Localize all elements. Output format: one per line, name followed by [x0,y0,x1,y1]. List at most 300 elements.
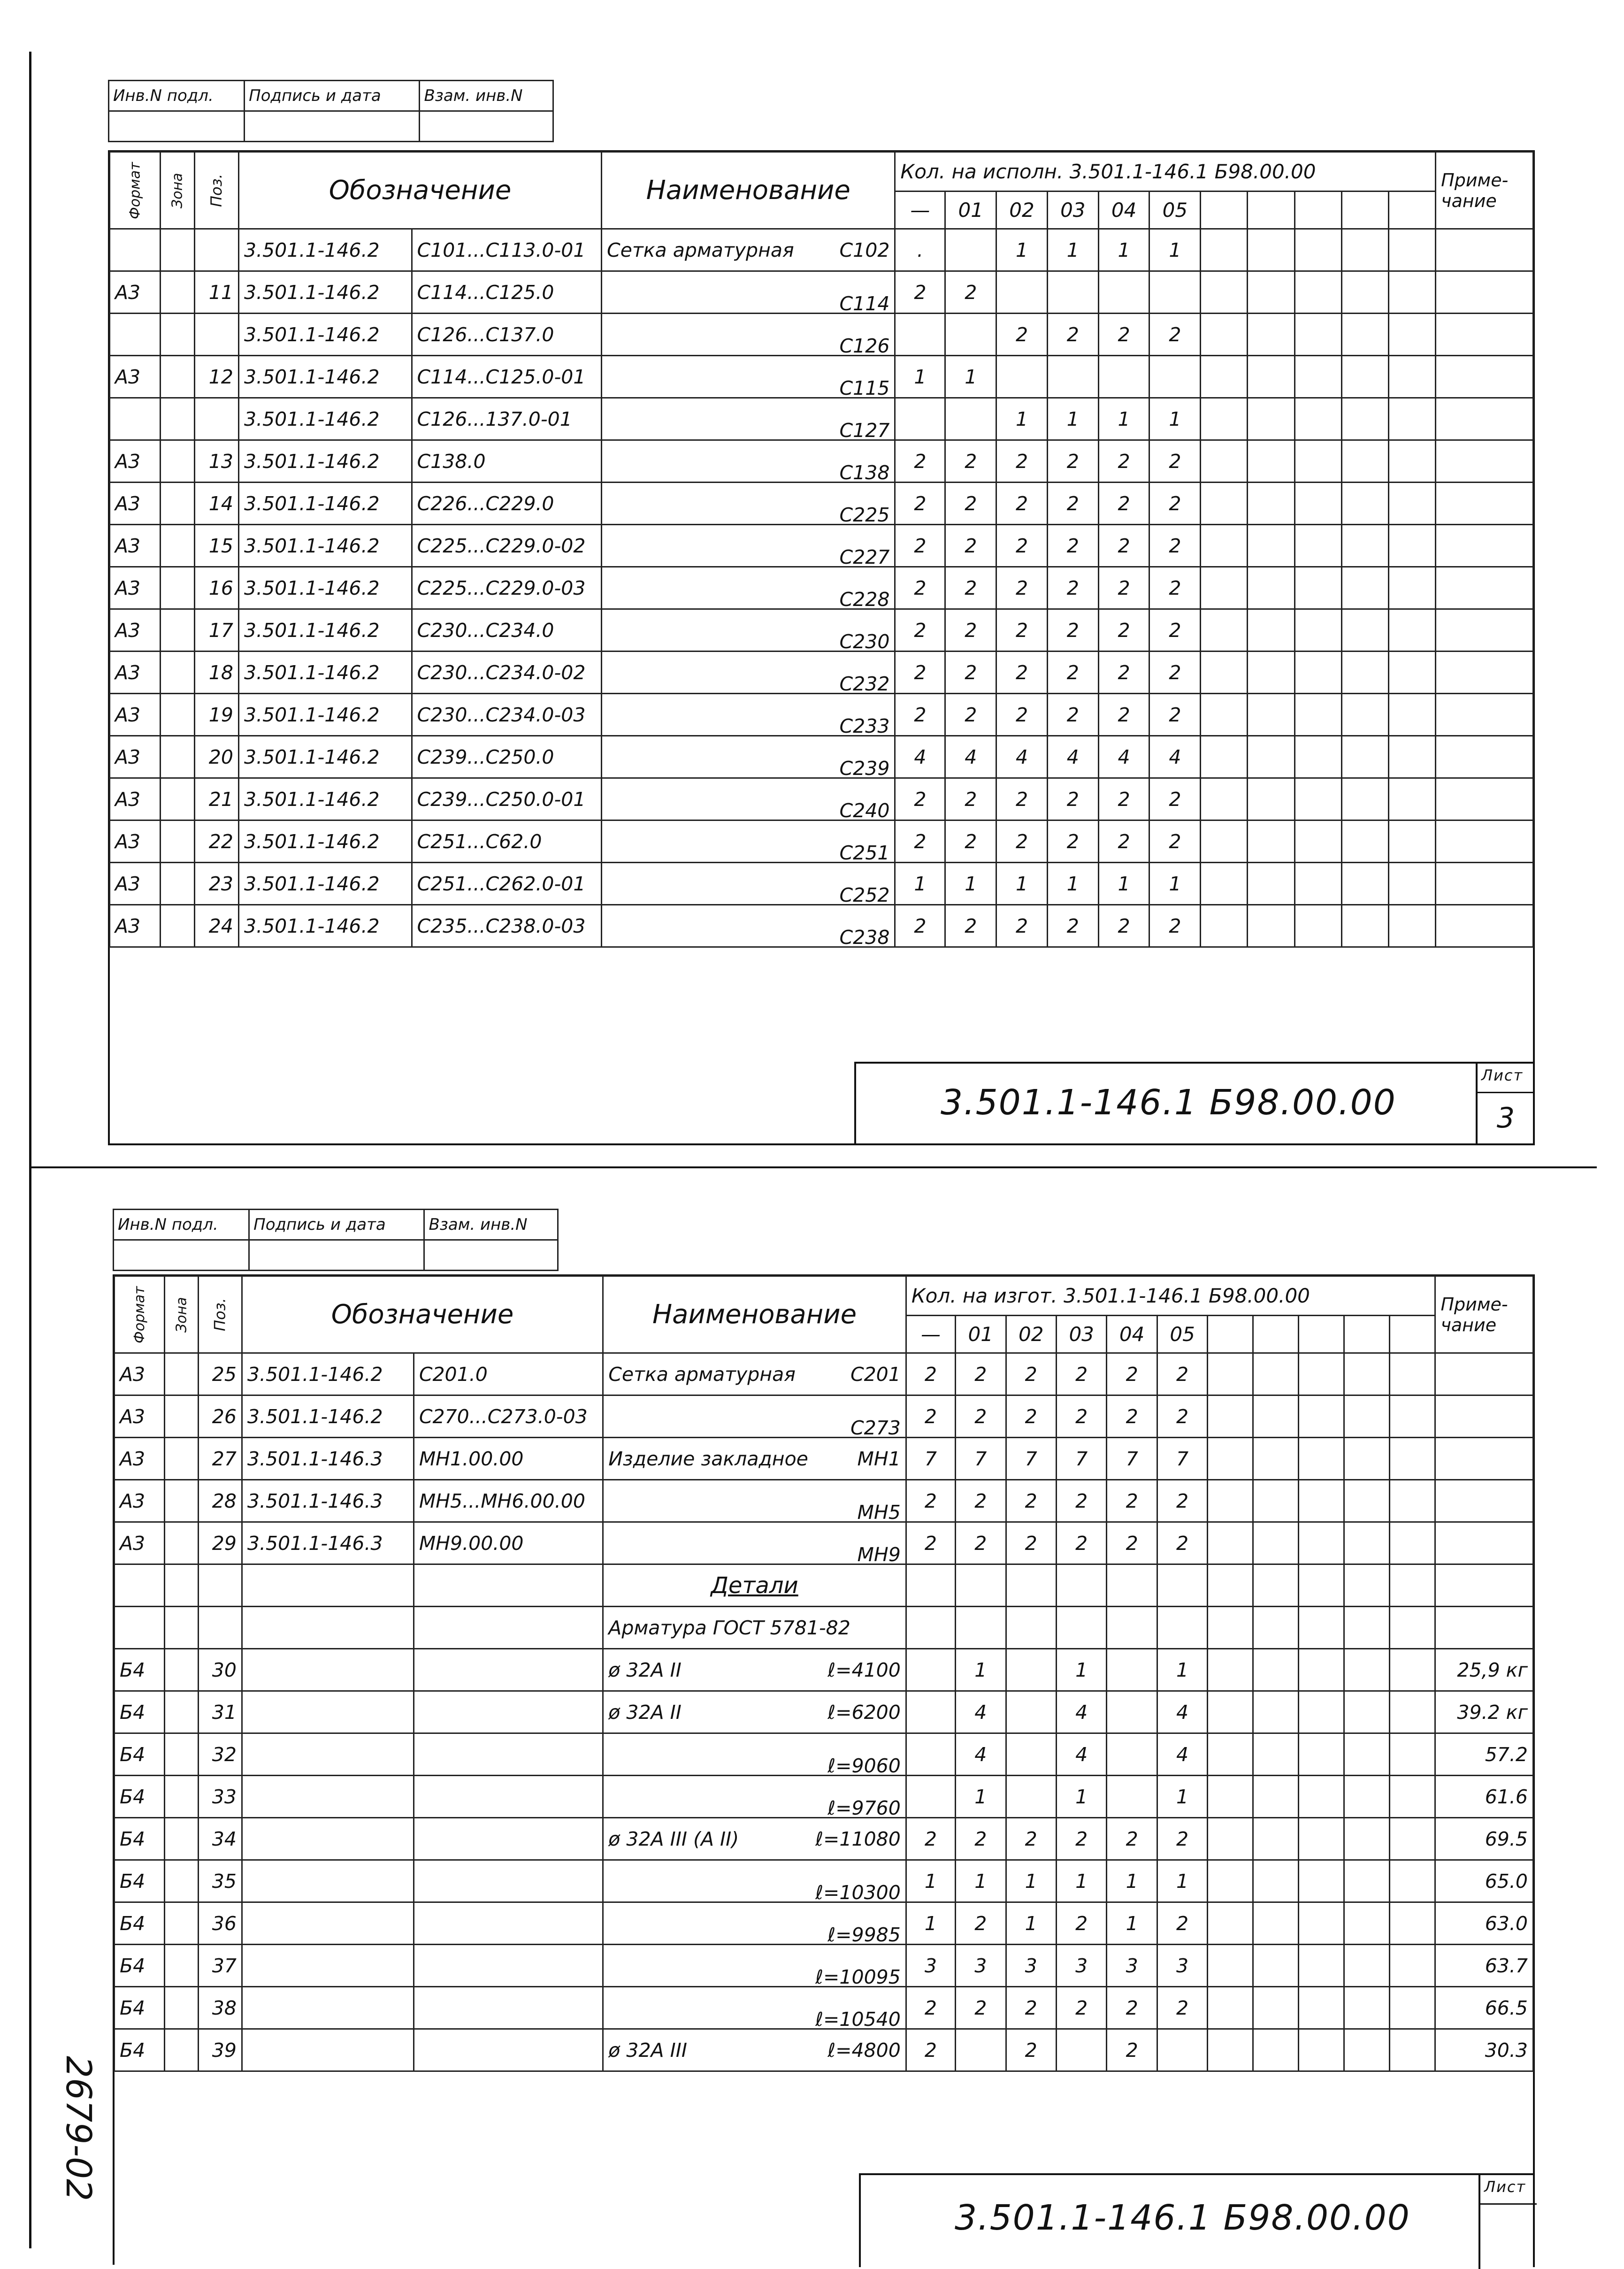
position-cell: 39 [198,2029,242,2071]
designation-mark [414,1945,603,1987]
empty-cell [1208,1564,1253,1607]
qty-cell: 2 [1107,1522,1157,1564]
header-qty-title: Кол. на исполн. 3.501.1-146.1 Б98.00.00 [895,152,1436,192]
empty-cell [1295,229,1341,271]
empty-cell [1208,1860,1253,1902]
position-cell: 22 [194,820,238,863]
table-row [110,398,1533,440]
format-cell: А3 [110,736,161,778]
empty-cell [1248,483,1295,525]
empty-cell [1208,1733,1253,1776]
format-cell [115,1564,165,1607]
sheet-2-stamp [113,1209,559,1271]
item-name-mark: С232 [839,672,890,694]
qty-cell: 2 [895,567,945,609]
format-cell: Б4 [115,1733,165,1776]
item-name [603,1860,906,1902]
designation-mark [414,1818,603,1860]
qty-cell: 2 [895,820,945,863]
zone-cell [161,440,194,483]
empty-cell [1388,778,1435,820]
empty-cell [1341,778,1388,820]
table-row [115,1818,1533,1860]
qty-cell: 1 [945,863,996,905]
qty-cell: 1 [1157,1776,1207,1818]
qty-cell: 2 [906,1987,955,2029]
empty-cell [1201,271,1248,314]
empty-cell [1390,1480,1435,1522]
designation-mark: С114...С125.0-01 [412,356,602,398]
empty-cell [1299,1438,1344,1480]
qty-cell: 2 [1107,1353,1157,1395]
empty-cell [1341,694,1388,736]
qty-cell [945,398,996,440]
sheet-1-stamp [108,80,554,142]
item-name [603,1522,906,1564]
qty-cell: 4 [945,736,996,778]
qty-cell: 2 [996,905,1048,947]
qty-cell: 2 [906,1818,955,1860]
empty-cell [1208,1522,1253,1564]
qty-cell: 1 [1149,863,1201,905]
designation-mark: С201.0 [414,1353,603,1395]
zone-cell [161,525,194,567]
qty-cell: 2 [1157,1353,1207,1395]
qty-cell: 4 [1157,1733,1207,1776]
empty-cell [1299,1776,1344,1818]
zone-cell [165,1438,199,1480]
designation-code [242,1691,414,1733]
empty-cell [1299,1987,1344,2029]
item-name-mark: С251 [839,841,890,863]
note-cell [1436,609,1533,652]
qty-cell [895,314,945,356]
qty-cell: 4 [956,1691,1006,1733]
qty-cell: 2 [996,694,1048,736]
qty-cell: 1 [906,1860,955,1902]
table-row [115,1860,1533,1902]
empty-cell [1295,736,1341,778]
empty-cell [1248,694,1295,736]
position-cell: 28 [198,1480,242,1522]
item-name-mark: ℓ=10095 [815,1965,901,1987]
qty-cell: 2 [895,905,945,947]
qty-cell: 2 [1098,314,1149,356]
empty-cell [1299,1860,1344,1902]
qty-cell: 2 [1047,820,1098,863]
qty-cell: 3 [906,1945,955,1987]
empty-cell [1299,1607,1344,1649]
qty-cell: 2 [996,609,1048,652]
empty-cell [1341,398,1388,440]
item-name [602,694,895,736]
qty-cell: 2 [1047,694,1098,736]
empty-cell [1201,525,1248,567]
format-cell: А3 [115,1480,165,1522]
qty-cell [1006,1564,1056,1607]
empty-cell [1299,1522,1344,1564]
zone-cell [161,314,194,356]
qty-cell: 2 [1098,694,1149,736]
qty-cell: 1 [1006,1860,1056,1902]
designation-mark [414,2029,603,2071]
format-cell: А3 [110,567,161,609]
empty-cell [1390,1564,1435,1607]
qty-cell: 4 [1157,1691,1207,1733]
qty-cell: 2 [1047,567,1098,609]
designation-code [242,1945,414,1987]
empty-cell [1390,1860,1435,1902]
position-cell: 31 [198,1691,242,1733]
note-cell [1436,863,1533,905]
sheet-label: Лист [1484,2178,1526,2196]
format-cell: А3 [115,1438,165,1480]
designation-mark: С114...С125.0 [412,271,602,314]
qty-cell: 7 [1157,1438,1207,1480]
designation-code [242,1649,414,1691]
qty-cell [1098,271,1149,314]
qty-cell: 2 [996,778,1048,820]
qty-cell: 2 [1157,1522,1207,1564]
format-cell [115,1607,165,1649]
position-cell: 30 [198,1649,242,1691]
item-name-mark: С239 [839,757,890,778]
empty-cell [1390,1818,1435,1860]
empty-cell [1208,1395,1253,1438]
qty-cell: 2 [1098,778,1149,820]
sign-label: Подпись и дата [245,81,420,111]
zone-cell [161,652,194,694]
empty-cell [1299,1316,1344,1353]
note-cell [1436,229,1533,271]
item-name-mark: ℓ=9760 [827,1796,901,1818]
empty-cell [1299,2029,1344,2071]
empty-cell [1253,1945,1299,1987]
qty-cell [1107,1564,1157,1607]
zone-cell [165,1691,199,1733]
table-row [115,2029,1533,2071]
qty-cell: 2 [1006,1987,1056,2029]
item-name-mark: С115 [839,376,890,398]
qty-cell [956,1564,1006,1607]
note-cell [1436,652,1533,694]
qty-cell: 2 [1056,1353,1106,1395]
position-cell: 20 [194,736,238,778]
designation-mark [414,1607,603,1649]
item-name-text: ø 32А III (А II) [608,1827,739,1850]
qty-cell: 2 [895,778,945,820]
empty-cell [1208,1607,1253,1649]
table-row [110,652,1533,694]
qty-cell: 1 [945,356,996,398]
empty-cell [1295,694,1341,736]
qty-cell [1107,1649,1157,1691]
designation-mark: МН1.00.00 [414,1438,603,1480]
designation-mark: С226...С229.0 [412,483,602,525]
qty-cell [956,1607,1006,1649]
table-row [110,736,1533,778]
table-row [110,694,1533,736]
note-cell [1436,736,1533,778]
qty-cell: 2 [906,1522,955,1564]
qty-cell: 2 [945,271,996,314]
item-name [603,1902,906,1945]
sheet-number-box [1478,2175,1537,2269]
empty-cell [1248,440,1295,483]
inv-label: Инв.N подл. [114,1210,249,1240]
header-variant: 02 [1006,1316,1056,1353]
qty-cell: 2 [945,609,996,652]
designation-mark: С126...137.0-01 [412,398,602,440]
item-name [602,356,895,398]
note-cell [1435,1564,1533,1607]
sheet-1-spec-table [109,151,1534,948]
empty-cell [1248,356,1295,398]
qty-cell: 2 [895,525,945,567]
empty-cell [1344,1353,1390,1395]
empty-cell [1201,440,1248,483]
empty-cell [1201,652,1248,694]
empty-cell [1295,905,1341,947]
empty-cell [1388,356,1435,398]
empty-cell [1201,609,1248,652]
qty-cell: 2 [1107,1818,1157,1860]
header-format: Формат [115,1276,165,1353]
empty-cell [1208,1649,1253,1691]
item-name-mark: ℓ=9060 [827,1754,901,1776]
empty-cell [1388,863,1435,905]
qty-cell: 2 [1157,1987,1207,2029]
margin-note: 2679-02 [58,2056,99,2201]
position-cell: 19 [194,694,238,736]
qty-cell [1047,356,1098,398]
designation-code: 3.501.1-146.2 [238,483,412,525]
empty-cell [1390,1316,1435,1353]
header-variant: 05 [1157,1316,1207,1353]
qty-cell: 7 [1107,1438,1157,1480]
position-cell [198,1607,242,1649]
designation-code [242,1987,414,2029]
empty-cell [1341,192,1388,229]
note-cell: 66.5 [1435,1987,1533,2029]
replace-label: Взам. инв.N [424,1210,558,1240]
empty-cell [1253,1902,1299,1945]
qty-cell: 2 [996,567,1048,609]
qty-cell: 2 [1056,1987,1106,2029]
item-name-mark: МН5 [857,1501,901,1522]
empty-cell [1299,1945,1344,1987]
empty-cell [1341,440,1388,483]
zone-cell [165,1776,199,1818]
format-cell: А3 [110,356,161,398]
format-cell: А3 [115,1395,165,1438]
qty-cell [1157,1607,1207,1649]
designation-mark: С270...С273.0-03 [414,1395,603,1438]
sign-label: Подпись и дата [249,1210,424,1240]
qty-cell: 2 [1047,525,1098,567]
empty-cell [1208,1691,1253,1733]
qty-cell [1107,1607,1157,1649]
item-name [603,1945,906,1987]
empty-cell [1299,1902,1344,1945]
format-cell: А3 [110,863,161,905]
qty-cell: 4 [1047,736,1098,778]
position-cell: 36 [198,1902,242,1945]
position-cell [194,229,238,271]
item-name-text: Сетка арматурная [608,1363,796,1386]
empty-cell [1295,271,1341,314]
zone-cell [165,1987,199,2029]
header-variant: — [906,1316,955,1353]
position-cell [198,1564,242,1607]
item-name [603,2029,906,2071]
header-note: Приме-чание [1436,152,1533,229]
item-name-mark: С240 [839,799,890,820]
designation-mark [414,1733,603,1776]
table-row [110,567,1533,609]
qty-cell: 2 [945,905,996,947]
designation-code: 3.501.1-146.2 [242,1395,414,1438]
empty-cell [1344,1564,1390,1607]
qty-cell: 1 [996,229,1048,271]
qty-cell: 1 [1149,398,1201,440]
designation-mark [414,1860,603,1902]
note-cell: 69.5 [1435,1818,1533,1860]
designation-code [242,1860,414,1902]
qty-cell: 1 [1047,229,1098,271]
qty-cell: 2 [1006,1522,1056,1564]
qty-cell: 2 [1098,440,1149,483]
empty-cell [1248,271,1295,314]
header-note: Приме-чание [1435,1276,1533,1353]
table-row [115,1902,1533,1945]
qty-cell: 1 [1107,1860,1157,1902]
qty-cell: 4 [1149,736,1201,778]
qty-cell: 2 [996,440,1048,483]
empty-cell [1344,1438,1390,1480]
format-cell: А3 [110,271,161,314]
qty-cell [906,1691,955,1733]
item-name [603,1353,906,1395]
note-cell [1436,694,1533,736]
note-cell: 39.2 кг [1435,1691,1533,1733]
empty-cell [1208,1776,1253,1818]
position-cell [194,314,238,356]
designation-mark: С138.0 [412,440,602,483]
header-designation: Обозначение [242,1276,603,1353]
item-name-mark: С227 [839,545,890,567]
item-name [602,778,895,820]
qty-cell: 1 [956,1776,1006,1818]
position-cell: 27 [198,1438,242,1480]
empty-cell [1344,1818,1390,1860]
empty-cell [1208,1480,1253,1522]
qty-cell: 1 [1098,863,1149,905]
qty-cell [1149,356,1201,398]
item-name-mark: С252 [839,883,890,905]
empty-cell [1248,192,1295,229]
zone-cell [165,1733,199,1776]
empty-cell [1248,820,1295,863]
empty-cell [1388,609,1435,652]
qty-cell: 7 [1006,1438,1056,1480]
item-name [603,1776,906,1818]
zone-cell [165,1818,199,1860]
designation-code: 3.501.1-146.3 [242,1438,414,1480]
qty-cell [1006,1733,1056,1776]
note-cell [1436,820,1533,863]
designation-code [242,1902,414,1945]
qty-cell: 4 [1056,1691,1106,1733]
empty-cell [1390,1733,1435,1776]
designation-code [242,1607,414,1649]
empty-cell [1299,1733,1344,1776]
format-cell: Б4 [115,1945,165,1987]
format-cell: А3 [115,1522,165,1564]
qty-cell [945,314,996,356]
item-name [602,483,895,525]
zone-cell [161,483,194,525]
empty-cell [1390,2029,1435,2071]
header-pos: Поз. [198,1276,242,1353]
item-name-text: ø 32А III [608,2039,687,2062]
empty-cell [1248,567,1295,609]
item-name-mark: С114 [839,292,890,314]
qty-cell: 2 [1098,609,1149,652]
empty-cell [1248,314,1295,356]
qty-cell: 2 [1056,1522,1106,1564]
empty-cell [1341,905,1388,947]
position-cell: 29 [198,1522,242,1564]
format-cell: А3 [110,820,161,863]
format-cell: Б4 [115,1776,165,1818]
qty-cell: 7 [906,1438,955,1480]
qty-cell [1056,1607,1106,1649]
qty-cell: 1 [1107,1902,1157,1945]
qty-cell: 2 [956,1902,1006,1945]
empty-cell [1295,652,1341,694]
designation-code: 3.501.1-146.2 [238,567,412,609]
empty-cell [1388,694,1435,736]
table-row [110,525,1533,567]
note-cell [1436,905,1533,947]
note-cell [1436,483,1533,525]
zone-cell [165,1902,199,1945]
designation-code [242,1733,414,1776]
item-name [602,440,895,483]
qty-cell: 2 [1149,483,1201,525]
table-row [115,1353,1533,1395]
qty-cell: 2 [1107,1987,1157,2029]
designation-code: 3.501.1-146.2 [238,440,412,483]
header-variant: 01 [956,1316,1006,1353]
format-cell [110,398,161,440]
item-name-mark: МН9 [857,1543,901,1564]
format-cell [110,314,161,356]
item-name-mark: С228 [839,588,890,609]
item-name [602,229,895,271]
note-cell: 30.3 [1435,2029,1533,2071]
empty-cell [1388,820,1435,863]
empty-cell [1248,778,1295,820]
zone-cell [161,271,194,314]
table-row [115,1564,1533,1607]
header-variant: 05 [1149,192,1201,229]
qty-cell: 2 [1107,1395,1157,1438]
sheet-label: Лист [1481,1066,1524,1084]
empty-cell [1388,440,1435,483]
empty-cell [1253,2029,1299,2071]
